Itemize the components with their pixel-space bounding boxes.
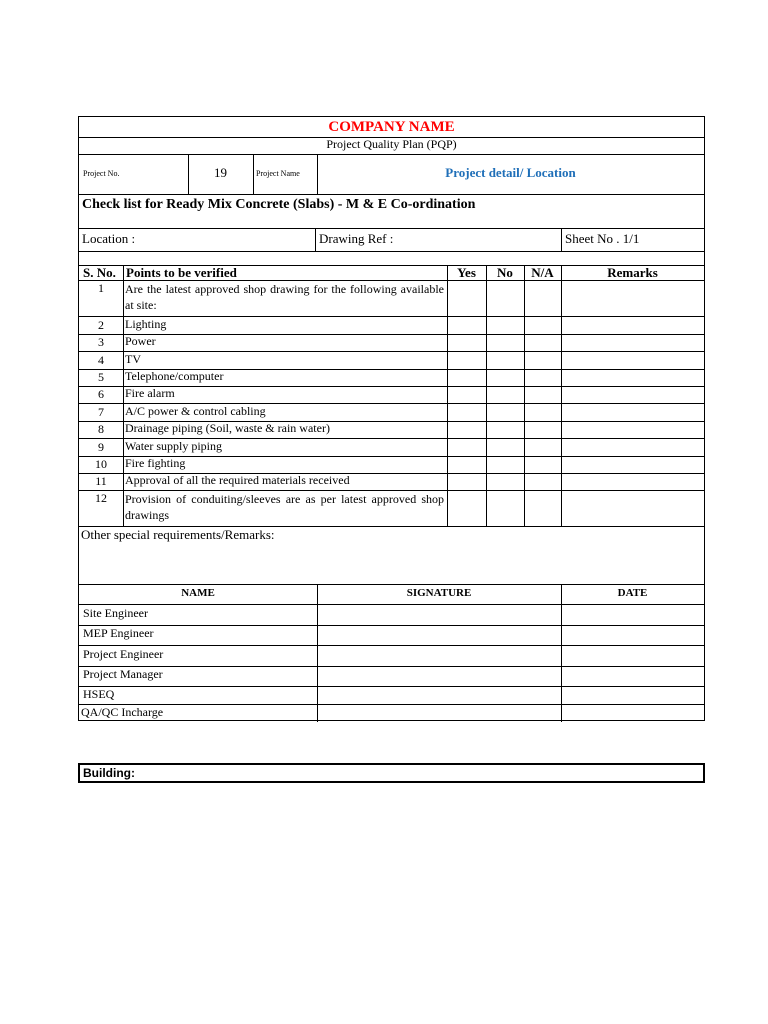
col-name: NAME: [181, 587, 215, 599]
item-number: 11: [95, 474, 107, 488]
item-text: Fire fighting: [125, 456, 186, 470]
item-number: 7: [98, 405, 104, 419]
rule: [79, 334, 704, 335]
col-no: No: [497, 265, 513, 280]
item-number: 9: [98, 440, 104, 454]
rule: [447, 265, 448, 526]
item-text: Approval of all the required materials received: [125, 473, 350, 487]
rule: [79, 194, 704, 195]
item-text: Lighting: [125, 317, 167, 331]
project-name-label: Project Name: [256, 169, 300, 178]
col-na: N/A: [531, 265, 554, 280]
col-date: DATE: [617, 587, 648, 599]
rule: [79, 666, 704, 667]
checklist-form: [78, 116, 705, 721]
rule: [79, 228, 704, 229]
rule: [79, 584, 704, 585]
item-text: Water supply piping: [125, 439, 223, 453]
role-mep-engineer: MEP Engineer: [83, 626, 154, 640]
project-no-label: Project No.: [83, 169, 120, 178]
col-points: Points to be verified: [126, 265, 237, 280]
item-text: Fire alarm: [125, 386, 175, 400]
drawing-ref-label: Drawing Ref :: [319, 231, 394, 246]
location-label: Location :: [82, 231, 136, 246]
project-location: Project detail/ Location: [445, 165, 576, 180]
role-qa-qc-incharge: QA/QC Incharge: [81, 705, 164, 719]
rule: [79, 251, 704, 252]
rule: [524, 265, 525, 526]
rule: [79, 704, 704, 705]
rule: [79, 154, 704, 155]
rule: [79, 604, 704, 605]
rule: [79, 625, 704, 626]
company-name: COMPANY NAME: [328, 119, 455, 135]
rule: [561, 228, 562, 251]
rule: [79, 686, 704, 687]
rule: [561, 265, 562, 526]
role-project-manager: Project Manager: [83, 667, 163, 681]
col-sno: S. No.: [83, 265, 116, 280]
rule: [315, 228, 316, 251]
project-no-value: 19: [214, 165, 227, 180]
col-signature: SIGNATURE: [406, 587, 472, 599]
rule: [79, 316, 704, 317]
item-number: 6: [98, 387, 104, 401]
item-text: Drainage piping (Soil, waste & rain water): [125, 421, 330, 435]
role-project-engineer: Project Engineer: [83, 647, 164, 661]
col-yes: Yes: [457, 265, 476, 280]
rule: [79, 645, 704, 646]
item-number: 2: [98, 318, 104, 332]
plan-title: Project Quality Plan (PQP): [326, 137, 457, 151]
sheet-no: Sheet No . 1/1: [565, 231, 640, 246]
role-site-engineer: Site Engineer: [83, 606, 148, 620]
rule: [317, 584, 318, 722]
other-remarks-label: Other special requirements/Remarks:: [81, 527, 275, 542]
building-label: Building:: [83, 766, 135, 780]
rule: [253, 154, 254, 194]
col-remarks: Remarks: [607, 265, 658, 280]
rule: [123, 265, 124, 526]
building-field: [78, 763, 705, 783]
item-text: A/C power & control cabling: [125, 404, 266, 418]
item-number: 8: [98, 422, 104, 436]
rule: [561, 584, 562, 722]
item-number: 1: [98, 281, 104, 295]
item-text: Telephone/computer: [125, 369, 224, 383]
item-text: TV: [125, 352, 141, 366]
item-text: Power: [125, 334, 156, 348]
role-hseq: HSEQ: [83, 687, 115, 701]
item-number: 5: [98, 370, 104, 384]
item-number: 4: [98, 353, 104, 367]
checklist-title: Check list for Ready Mix Concrete (Slabs) - M & E Co-ordination: [82, 197, 476, 212]
item-text: Provision of conduiting/sleeves are as per latest approved shop drawings: [125, 492, 444, 522]
item-text: Are the latest approved shop drawing for the following available at site:: [125, 282, 444, 312]
item-number: 10: [95, 457, 107, 471]
item-number: 3: [98, 335, 104, 349]
rule: [79, 351, 704, 352]
rule: [486, 265, 487, 526]
item-number: 12: [95, 491, 107, 505]
